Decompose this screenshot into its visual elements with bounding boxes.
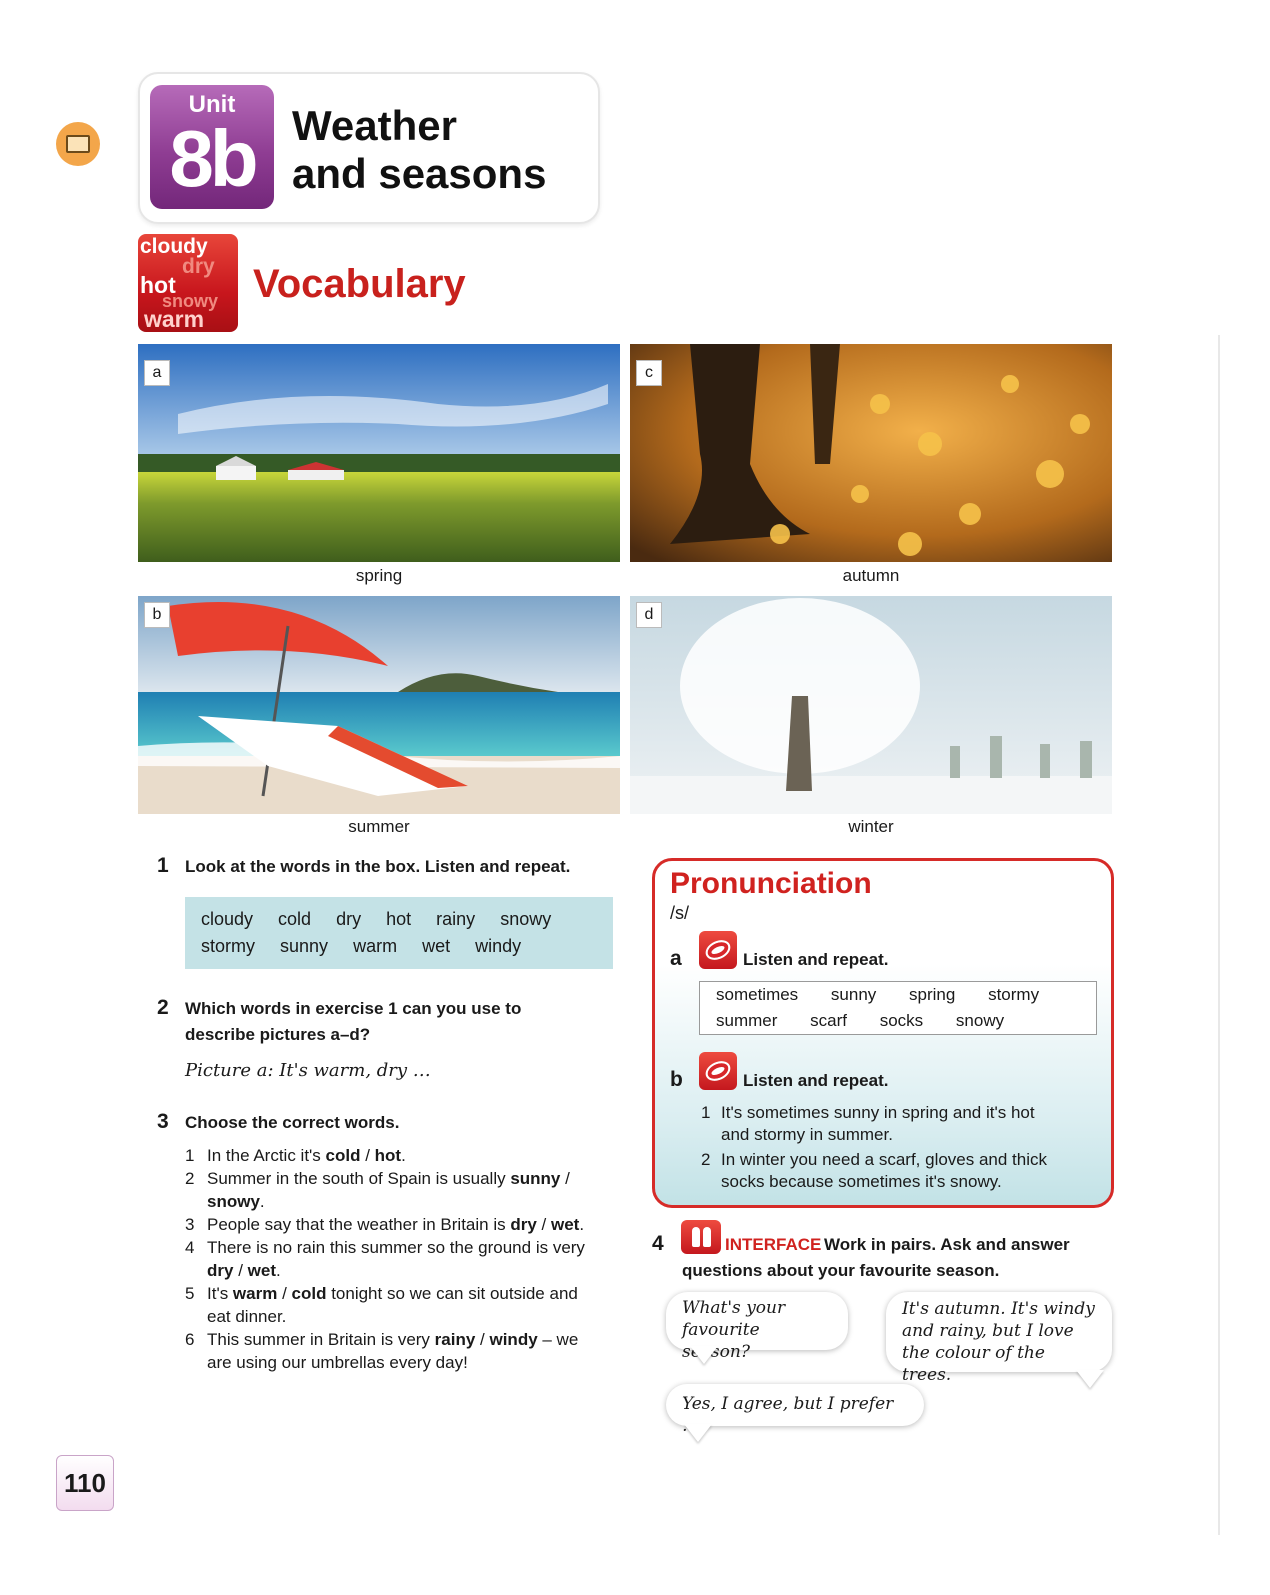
answer-option[interactable]: windy	[489, 1330, 538, 1349]
picture-spring	[138, 344, 620, 562]
pronunciation-title: Pronunciation	[670, 867, 872, 900]
audio-disc-icon[interactable]	[699, 1052, 737, 1090]
vocabulary-title: Vocabulary	[253, 262, 466, 306]
vocabulary-icon	[138, 234, 238, 332]
pronunciation-b-item-2-line2: socks because sometimes it's snowy.	[721, 1172, 1002, 1191]
pronunciation-b-item-1-number: 1	[701, 1103, 711, 1122]
item-text: .	[579, 1215, 585, 1234]
word: cold	[278, 909, 312, 929]
word: sunny	[280, 936, 329, 956]
bubble-text: the colour of the trees.	[902, 1343, 1045, 1385]
item-text: tonight so we can sit outside and eat dinner.	[207, 1284, 578, 1326]
item-text: /	[233, 1261, 248, 1280]
item-text: – we are using our umbrellas every day!	[207, 1330, 579, 1372]
item-text: /	[560, 1169, 570, 1188]
picture-letter-d: d	[636, 602, 662, 628]
exercise-3-item	[185, 1282, 605, 1328]
pronunciation-a-label: a	[670, 947, 682, 970]
bubble-text: What's your	[682, 1298, 786, 1318]
item-text: .	[401, 1146, 406, 1165]
pronunciation-b-item-1-line2: and stormy in summer.	[721, 1125, 893, 1144]
pronunciation-box-row-1	[716, 985, 1039, 1005]
vocab-icon-word: warm	[144, 306, 205, 332]
unit-number: 8b	[169, 114, 255, 203]
item-text: It's	[207, 1284, 233, 1303]
pronunciation-word-box	[699, 981, 1097, 1035]
vocab-icon-word: hot	[140, 272, 176, 298]
exercise-3-item-number: 5	[185, 1284, 195, 1303]
word: scarf	[810, 1011, 847, 1030]
exercise-4-instruction-line2: questions about your favourite season.	[682, 1261, 1000, 1280]
bubble-tail	[1076, 1370, 1104, 1388]
answer-option[interactable]: sunny	[510, 1169, 561, 1188]
answer-option[interactable]: cold	[325, 1146, 361, 1165]
unit-title-line1: Weather	[292, 102, 457, 149]
word: warm	[353, 936, 398, 956]
vocab-icon-word: dry	[182, 255, 215, 278]
word: hot	[386, 909, 412, 929]
exercise-4-instruction-line1: Work in pairs. Ask and answer	[824, 1235, 1070, 1254]
word: sunny	[830, 985, 877, 1004]
answer-option[interactable]: dry	[510, 1215, 537, 1234]
item-text: /	[536, 1215, 551, 1234]
pronunciation-box	[652, 858, 1114, 1208]
word: cloudy	[201, 909, 254, 929]
exercise-3-item-number: 3	[185, 1215, 195, 1234]
word-box	[185, 897, 613, 969]
item-text: This summer in Britain is very	[207, 1330, 435, 1349]
exercise-3-item	[185, 1236, 605, 1282]
pronunciation-a-instruction: Listen and repeat.	[743, 950, 889, 969]
interface-pairwork-icon	[681, 1220, 721, 1254]
vocab-icon-word: cloudy	[140, 235, 208, 258]
picture-caption-autumn: autumn	[842, 566, 900, 585]
answer-option[interactable]: warm	[232, 1284, 278, 1303]
pronunciation-b-item-2-line1: In winter you need a scarf, gloves and thick	[721, 1150, 1048, 1169]
pronunciation-b-label: b	[670, 1068, 683, 1091]
unit-title-line2: and seasons	[292, 150, 547, 197]
word: wet	[422, 936, 451, 956]
word: stormy	[988, 985, 1040, 1004]
item-text: People say that the weather in Britain is	[207, 1215, 511, 1234]
answer-option[interactable]: wet	[247, 1261, 276, 1280]
word: windy	[475, 936, 522, 956]
exercise-2-example: Picture a: It's warm, dry …	[185, 1060, 431, 1081]
item-text: Summer in the south of Spain is usually	[207, 1169, 511, 1188]
speech-bubble-reply	[666, 1384, 924, 1436]
exercise-3-item-number: 4	[185, 1238, 195, 1257]
picture-summer	[138, 596, 620, 814]
picture-caption-winter: winter	[848, 817, 894, 836]
cd-rom-icon[interactable]	[56, 122, 100, 166]
answer-option[interactable]: snowy	[207, 1192, 260, 1211]
vocab-icon-word: snowy	[162, 291, 219, 311]
audio-disc-icon[interactable]	[699, 931, 737, 969]
picture-caption-spring: spring	[355, 566, 403, 585]
speech-bubble-answer	[886, 1292, 1112, 1385]
exercise-2-instruction-line2: describe pictures a–d?	[185, 1025, 371, 1044]
picture-letter-a: a	[144, 360, 170, 386]
pronunciation-b-item-1-line1: It's sometimes sunny in spring and it's hot	[721, 1103, 1035, 1122]
word: dry	[336, 909, 362, 929]
word-box-row-1	[201, 909, 571, 930]
answer-option[interactable]: hot	[374, 1146, 402, 1165]
exercise-1-number: 1	[157, 854, 169, 877]
item-text: .	[275, 1261, 281, 1280]
bubble-text: It's autumn. It's windy	[902, 1299, 1095, 1319]
word: snowy	[500, 909, 552, 929]
picture-autumn	[630, 344, 1112, 562]
bubble-tail	[690, 1346, 718, 1364]
exercise-3-item-number: 6	[185, 1330, 195, 1349]
exercise-3-item	[185, 1144, 605, 1167]
exercise-1-instruction: Look at the words in the box. Listen and repeat.	[185, 857, 571, 876]
picture-letter-c: c	[636, 360, 662, 386]
phoneme: /s/	[670, 903, 690, 923]
word: stormy	[201, 936, 255, 956]
word: spring	[909, 985, 956, 1004]
answer-option[interactable]: wet	[550, 1215, 580, 1234]
picture-caption-summer: summer	[348, 817, 410, 836]
exercise-3-item	[185, 1213, 605, 1236]
answer-option[interactable]: dry	[207, 1261, 234, 1280]
exercise-2-instruction-line1: Which words in exercise 1 can you use to	[185, 999, 522, 1018]
unit-badge	[150, 85, 274, 209]
bubble-text: favourite season?	[682, 1320, 760, 1362]
item-text: /	[277, 1284, 292, 1303]
item-text: /	[475, 1330, 490, 1349]
unit-word: Unit	[188, 91, 236, 118]
answer-option[interactable]: cold	[291, 1284, 327, 1303]
pronunciation-box-row-2	[716, 1011, 1004, 1031]
item-text: There is no rain this summer so the ground is very	[207, 1238, 585, 1257]
exercise-3-item-number: 1	[185, 1146, 195, 1165]
word: socks	[879, 1011, 924, 1030]
bubble-text: and rainy, but I love	[902, 1321, 1074, 1341]
exercise-3-number: 3	[157, 1110, 169, 1133]
picture-letter-b: b	[144, 602, 170, 628]
item-text: In the Arctic it's	[207, 1146, 326, 1165]
exercise-3-item	[185, 1167, 605, 1213]
bubble-text: Yes, I agree, but I prefer …	[682, 1394, 894, 1436]
pronunciation-b-instruction: Listen and repeat.	[743, 1071, 889, 1090]
word: summer	[716, 1011, 778, 1030]
exercise-2-number: 2	[157, 996, 169, 1019]
picture-winter	[630, 596, 1112, 814]
word: rainy	[436, 909, 476, 929]
answer-option[interactable]: rainy	[434, 1330, 476, 1349]
page-margin-line	[1218, 335, 1220, 1535]
exercise-3-item	[185, 1328, 605, 1374]
word-box-row-2	[201, 936, 541, 957]
exercise-4-number: 4	[652, 1232, 664, 1255]
item-text: /	[360, 1146, 375, 1165]
interface-label: INTERFACE	[725, 1235, 822, 1254]
page-number: 110	[56, 1455, 114, 1511]
exercise-3-list	[185, 1144, 605, 1374]
exercise-3-item-number: 2	[185, 1169, 195, 1188]
exercise-3-instruction: Choose the correct words.	[185, 1113, 400, 1132]
speech-bubble-question	[666, 1292, 848, 1362]
word: sometimes	[716, 985, 799, 1004]
word: snowy	[955, 1011, 1005, 1030]
pronunciation-b-item-2-number: 2	[701, 1150, 711, 1169]
item-text: .	[259, 1192, 265, 1211]
bubble-tail	[684, 1424, 712, 1442]
